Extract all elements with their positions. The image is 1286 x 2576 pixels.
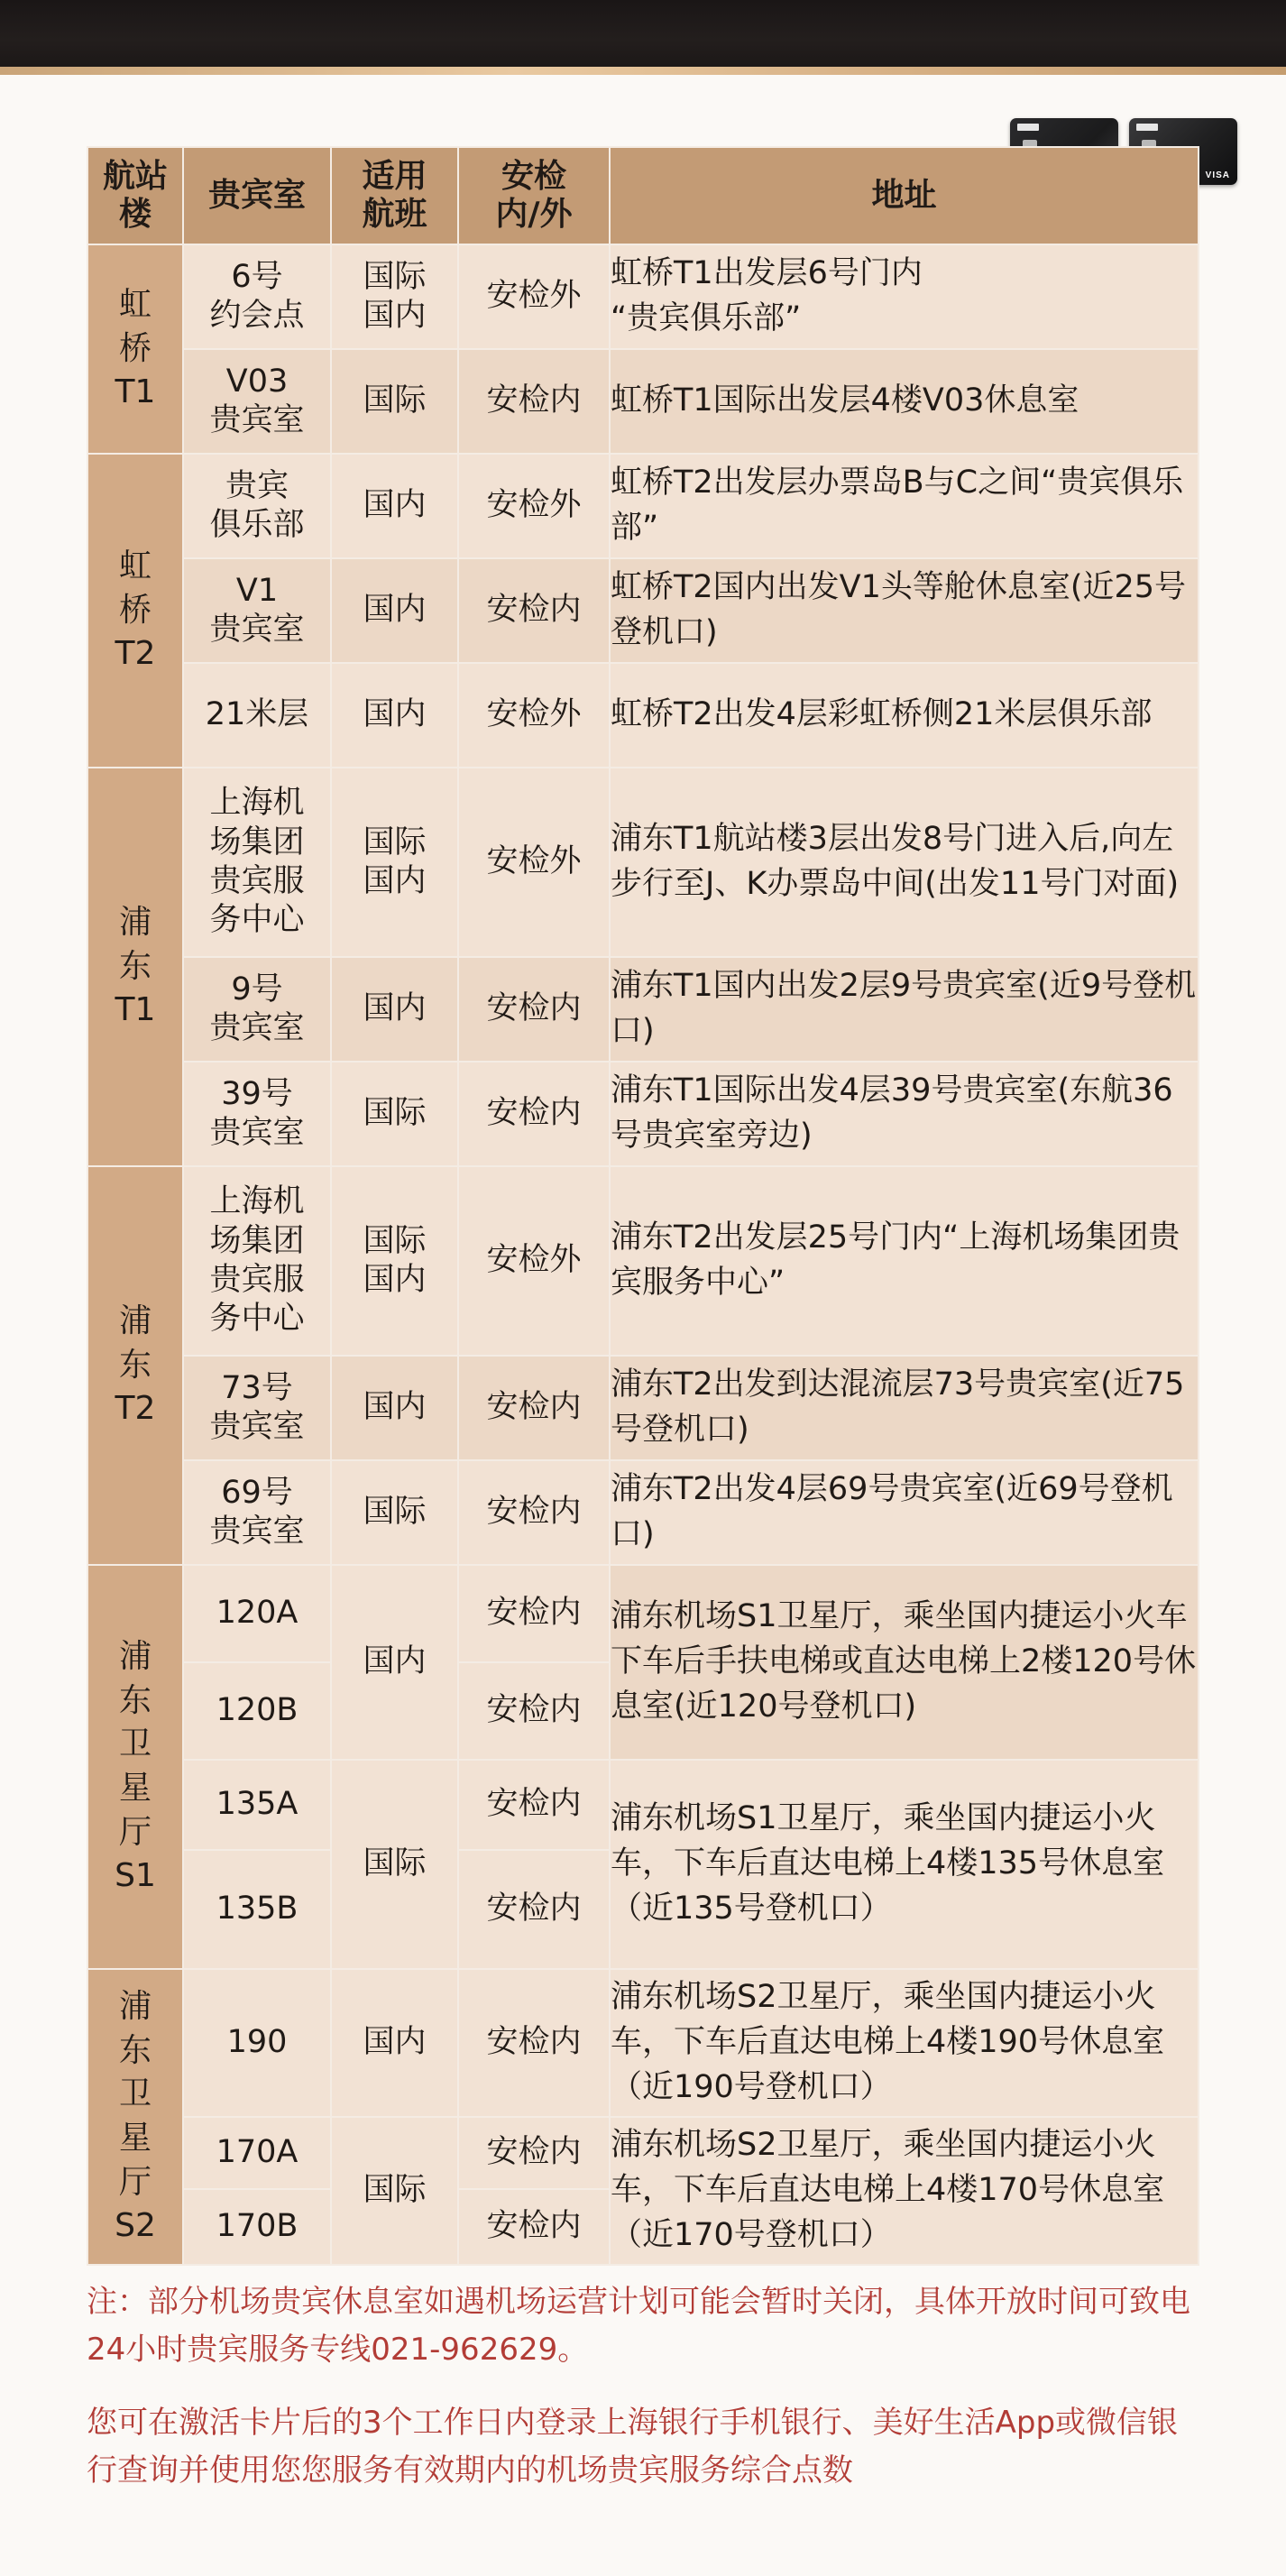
security-cell: 安检内 — [458, 1460, 610, 1565]
security-cell: 安检内 — [458, 2117, 610, 2189]
security-cell: 安检内 — [458, 558, 610, 663]
address-cell: 浦东T1国内出发2层9号贵宾室(近9号登机口) — [610, 957, 1199, 1062]
header-security: 安检 内/外 — [458, 147, 610, 244]
flight-cell: 国内 — [331, 1565, 458, 1760]
security-cell: 安检内 — [458, 1356, 610, 1460]
flight-cell: 国内 — [331, 454, 458, 558]
bank-logo-icon — [1017, 124, 1039, 131]
lounge-cell: 上海机 场集团 贵宾服 务中心 — [183, 1166, 331, 1356]
security-cell: 安检内 — [458, 2189, 610, 2265]
security-cell: 安检内 — [458, 1760, 610, 1850]
address-cell: 浦东机场S1卫星厅，乘坐国内捷运小火车下车后手扶电梯或直达电梯上2楼120号休息室(近120号登机口) — [610, 1565, 1199, 1760]
table-row — [87, 1760, 1199, 1850]
table-row — [87, 1166, 1199, 1356]
flight-cell: 国际 国内 — [331, 244, 458, 349]
lounge-cell: 6号 约会点 — [183, 244, 331, 349]
visa-logo: VISA — [1205, 170, 1230, 180]
flight-cell: 国际 — [331, 1760, 458, 1969]
table-row — [87, 349, 1199, 454]
table-row — [87, 2117, 1199, 2189]
address-cell: 浦东T1航站楼3层出发8号门进入后,向左步行至J、K办票岛中间(出发11号门对面) — [610, 768, 1199, 957]
flight-cell: 国际 国内 — [331, 768, 458, 957]
flight-cell: 国内 — [331, 957, 458, 1062]
address-cell: 虹桥T2出发层办票岛B与C之间“贵宾俱乐部” — [610, 454, 1199, 558]
lounge-cell: 69号 贵宾室 — [183, 1460, 331, 1565]
flight-cell: 国际 — [331, 1062, 458, 1166]
address-cell: 浦东机场S2卫星厅，乘坐国内捷运小火车，下车后直达电梯上4楼190号休息室（近190号登机口） — [610, 1969, 1199, 2117]
address-cell: 浦东机场S1卫星厅，乘坐国内捷运小火车，下车后直达电梯上4楼135号休息室（近135号登机口） — [610, 1760, 1199, 1969]
bank-logo-icon — [1136, 124, 1158, 131]
address-cell: 虹桥T1出发层6号门内 “贵宾俱乐部” — [610, 244, 1199, 349]
table-row — [87, 1356, 1199, 1460]
table-row — [87, 1969, 1199, 2117]
flight-cell: 国际 — [331, 1460, 458, 1565]
terminal-cell: 浦 东 T1 — [87, 768, 183, 1166]
table-row — [87, 244, 1199, 349]
address-cell: 虹桥T2国内出发V1头等舱休息室(近25号登机口) — [610, 558, 1199, 663]
security-cell: 安检内 — [458, 1565, 610, 1662]
security-cell: 安检外 — [458, 454, 610, 558]
terminal-cell: 浦 东 卫 星 厅 S2 — [87, 1969, 183, 2265]
security-cell: 安检内 — [458, 957, 610, 1062]
flight-cell: 国内 — [331, 558, 458, 663]
security-cell: 安检内 — [458, 349, 610, 454]
security-cell: 安检内 — [458, 1662, 610, 1760]
lounge-cell: 135B — [183, 1850, 331, 1969]
lounge-cell: 170B — [183, 2189, 331, 2265]
terminal-cell: 浦 东 T2 — [87, 1166, 183, 1565]
address-cell: 浦东T2出发4层69号贵宾室(近69号登机口) — [610, 1460, 1199, 1565]
lounge-cell: 170A — [183, 2117, 331, 2189]
address-cell: 浦东T2出发到达混流层73号贵宾室(近75号登机口) — [610, 1356, 1199, 1460]
security-cell: 安检外 — [458, 244, 610, 349]
lounge-cell: 135A — [183, 1760, 331, 1850]
lounge-table — [87, 146, 1199, 2266]
terminal-cell: 浦 东 卫 星 厅 S1 — [87, 1565, 183, 1969]
address-cell: 浦东T1国际出发4层39号贵宾室(东航36号贵宾室旁边) — [610, 1062, 1199, 1166]
header-lounge: 贵宾室 — [183, 147, 331, 244]
lounge-cell: 120B — [183, 1662, 331, 1760]
flight-cell: 国内 — [331, 1969, 458, 2117]
header-flight: 适用 航班 — [331, 147, 458, 244]
security-cell: 安检内 — [458, 1969, 610, 2117]
table-row — [87, 558, 1199, 663]
flight-cell: 国内 — [331, 663, 458, 768]
address-cell: 浦东T2出发层25号门内“上海机场集团贵宾服务中心” — [610, 1166, 1199, 1356]
points-note: 您可在激活卡片后的3个工作日内登录上海银行手机银行、美好生活App或微信银行查询并使用您您服务有效期内的机场贵宾服务综合点数 — [87, 2405, 1179, 2489]
security-cell: 安检外 — [458, 768, 610, 957]
table-row — [87, 1565, 1199, 1662]
security-cell: 安检外 — [458, 663, 610, 768]
flight-cell: 国际 — [331, 349, 458, 454]
table-row — [87, 454, 1199, 558]
closure-note: 注：部分机场贵宾休息室如遇机场运营计划可能会暂时关闭，具体开放时间可致电24小时贵宾服务专线021-962629。 — [87, 2284, 1190, 2369]
terminal-cell: 虹 桥 T2 — [87, 454, 183, 768]
flight-cell: 国内 — [331, 1356, 458, 1460]
address-cell: 虹桥T1国际出发层4楼V03休息室 — [610, 349, 1199, 454]
lounge-cell: 上海机 场集团 贵宾服 务中心 — [183, 768, 331, 957]
lounge-cell: 贵宾 俱乐部 — [183, 454, 331, 558]
table-row — [87, 768, 1199, 957]
lounge-cell: 120A — [183, 1565, 331, 1662]
address-cell: 浦东机场S2卫星厅，乘坐国内捷运小火车，下车后直达电梯上4楼170号休息室（近170号登机口） — [610, 2117, 1199, 2265]
security-cell: 安检内 — [458, 1850, 610, 1969]
header-terminal: 航站 楼 — [87, 147, 183, 244]
lounge-cell: V03 贵宾室 — [183, 349, 331, 454]
flight-cell: 国际 — [331, 2117, 458, 2265]
table-row — [87, 957, 1199, 1062]
table-row — [87, 663, 1199, 768]
security-cell: 安检外 — [458, 1166, 610, 1356]
top-banner — [0, 0, 1286, 67]
lounge-cell: 190 — [183, 1969, 331, 2117]
table-row — [87, 1460, 1199, 1565]
header-address: 地址 — [610, 147, 1199, 244]
lounge-cell: V1 贵宾室 — [183, 558, 331, 663]
flight-cell: 国际 国内 — [331, 1166, 458, 1356]
terminal-cell: 虹 桥 T1 — [87, 244, 183, 454]
lounge-cell: 39号 贵宾室 — [183, 1062, 331, 1166]
table-header-row — [87, 147, 1199, 244]
lounge-cell: 21米层 — [183, 663, 331, 768]
gold-divider — [0, 67, 1286, 75]
address-cell: 虹桥T2出发4层彩虹桥侧21米层俱乐部 — [610, 663, 1199, 768]
security-cell: 安检内 — [458, 1062, 610, 1166]
lounge-cell: 73号 贵宾室 — [183, 1356, 331, 1460]
table-row — [87, 1062, 1199, 1166]
lounge-cell: 9号 贵宾室 — [183, 957, 331, 1062]
